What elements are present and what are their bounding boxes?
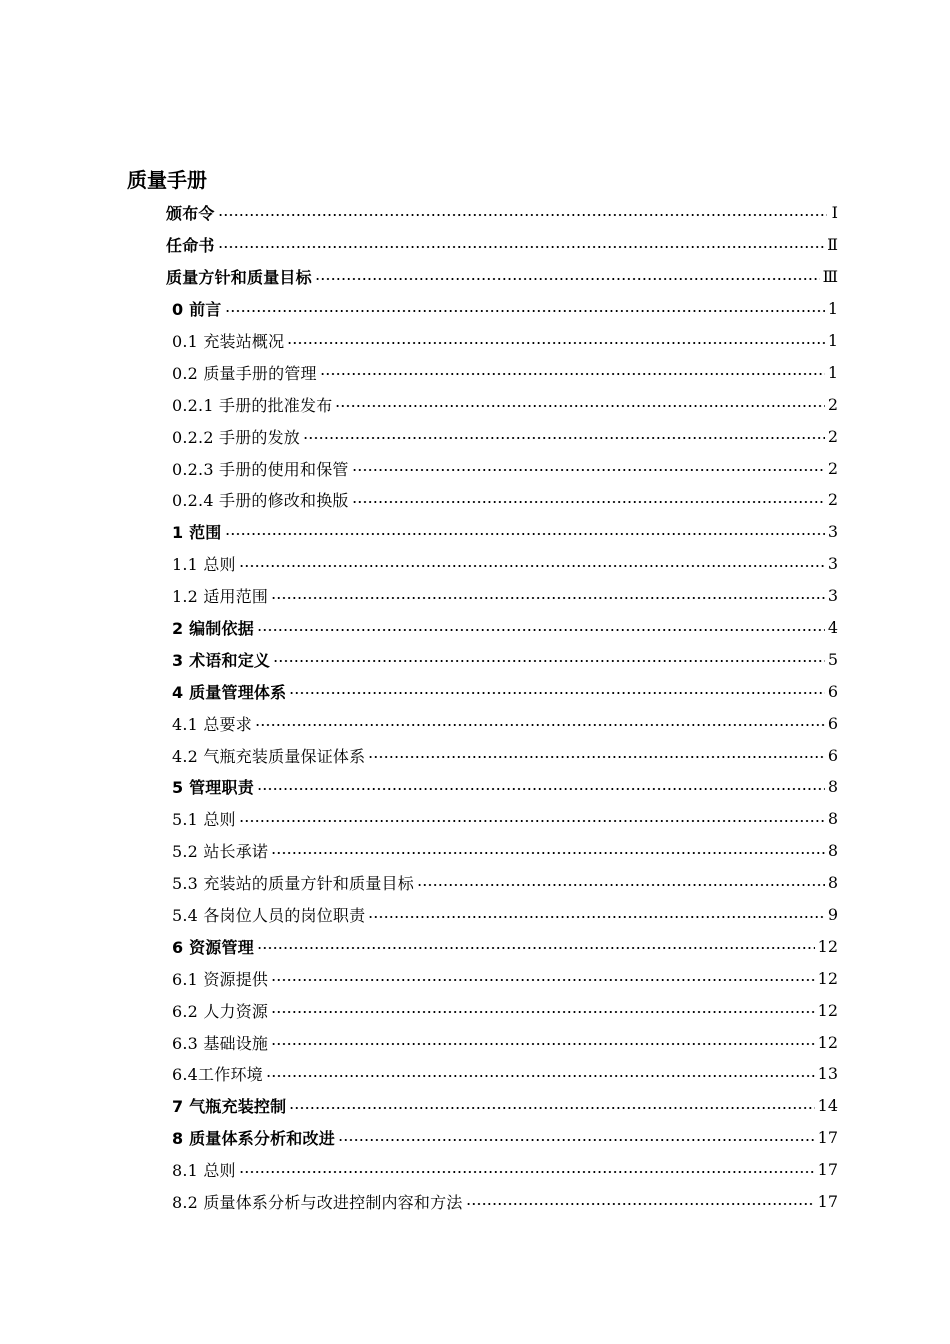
- toc-entry[interactable]: [0, 835, 838, 867]
- toc-entry[interactable]: [0, 1122, 838, 1154]
- toc-entry-page-number: 8: [827, 809, 838, 829]
- toc-entry-label: 6.1 资源提供: [172, 969, 269, 989]
- toc-entry-page-number: 3: [827, 522, 838, 542]
- toc-entry[interactable]: [0, 1090, 838, 1122]
- toc-entry[interactable]: [0, 1186, 838, 1218]
- toc-dot-leader: [368, 756, 824, 758]
- toc-dot-leader: [257, 629, 825, 631]
- toc-entry-label: 1.2 适用范围: [172, 587, 269, 607]
- toc-dot-leader: [273, 660, 825, 662]
- toc-entry[interactable]: [0, 962, 838, 994]
- toc-dot-leader: [352, 469, 825, 471]
- toc-entry-page-number: 1: [827, 331, 838, 350]
- toc-entry-label: 0.2.1 手册的批准发布: [172, 395, 333, 415]
- toc-entry-label: 4 质量管理体系: [172, 682, 287, 702]
- toc-dot-leader: [271, 852, 825, 854]
- toc-entry-label: 0 前言: [172, 300, 222, 320]
- table-of-contents: [0, 197, 950, 1218]
- toc-entry-label: 7 气瓶充装控制: [172, 1097, 287, 1117]
- toc-entry-page-number: 2: [827, 490, 838, 510]
- toc-entry-label: 5.3 充装站的质量方针和质量目标: [172, 874, 414, 894]
- toc-dot-leader: [218, 214, 827, 216]
- toc-dot-leader: [271, 597, 825, 599]
- toc-entry-label: 4.1 总要求: [172, 714, 252, 734]
- toc-entry-page-number: 12: [817, 1032, 838, 1052]
- toc-entry-label: 任命书: [166, 236, 215, 256]
- toc-entry[interactable]: [0, 803, 838, 835]
- toc-dot-leader: [303, 437, 825, 439]
- toc-dot-leader: [257, 788, 825, 790]
- toc-dot-leader: [271, 979, 815, 981]
- toc-dot-leader: [257, 947, 815, 949]
- toc-entry-page-number: 5: [827, 649, 838, 669]
- toc-entry-label: 6.4工作环境: [172, 1065, 263, 1085]
- toc-entry[interactable]: [0, 452, 838, 484]
- toc-dot-leader: [239, 565, 825, 567]
- toc-entry[interactable]: [0, 229, 838, 261]
- toc-entry-page-number: 12: [817, 936, 838, 956]
- toc-entry-page-number: 17: [817, 1192, 838, 1212]
- toc-dot-leader: [368, 916, 824, 918]
- toc-entry-page-number: 17: [817, 1128, 838, 1148]
- toc-entry-label: 5 管理职责: [172, 778, 254, 798]
- toc-entry[interactable]: [0, 1026, 838, 1058]
- toc-dot-leader: [417, 884, 825, 886]
- toc-entry-page-number: 2: [827, 394, 838, 414]
- toc-entry-label: 5.4 各岗位人员的岗位职责: [172, 906, 366, 926]
- toc-entry[interactable]: [0, 197, 838, 229]
- toc-entry-label: 2 编制依据: [172, 619, 254, 639]
- toc-entry-label: 质量方针和质量目标: [166, 268, 312, 288]
- toc-entry-page-number: 3: [827, 554, 838, 574]
- toc-dot-leader: [338, 1139, 815, 1141]
- toc-entry-page-number: 12: [817, 1000, 838, 1020]
- toc-entry-page-number: Ⅲ: [822, 267, 838, 287]
- toc-entry[interactable]: [0, 739, 838, 771]
- toc-dot-leader: [266, 1075, 815, 1077]
- toc-entry[interactable]: [0, 643, 838, 675]
- toc-entry-page-number: 3: [827, 586, 838, 606]
- toc-entry[interactable]: [0, 1154, 838, 1186]
- toc-dot-leader: [239, 1171, 815, 1173]
- toc-entry-page-number: 12: [817, 968, 838, 988]
- toc-entry-page-number: 6: [827, 745, 838, 765]
- toc-dot-leader: [315, 278, 820, 280]
- toc-entry-label: 1 范围: [172, 523, 222, 543]
- toc-entry[interactable]: [0, 261, 838, 293]
- toc-entry-page-number: 8: [827, 873, 838, 893]
- toc-entry-label: 颁布令: [166, 204, 215, 224]
- toc-entry[interactable]: [0, 548, 838, 580]
- toc-dot-leader: [466, 1203, 815, 1205]
- toc-entry-label: 0.2.3 手册的使用和保管: [172, 459, 349, 479]
- toc-entry[interactable]: [0, 325, 838, 357]
- toc-entry-page-number: 2: [827, 458, 838, 478]
- toc-entry[interactable]: [0, 930, 838, 962]
- toc-entry-label: 5.1 总则: [172, 810, 236, 830]
- toc-entry-page-number: 14: [817, 1096, 838, 1116]
- toc-entry[interactable]: [0, 771, 838, 803]
- toc-dot-leader: [289, 692, 825, 694]
- toc-entry[interactable]: [0, 356, 838, 388]
- toc-dot-leader: [289, 1107, 814, 1109]
- toc-entry-page-number: Ⅰ: [831, 203, 838, 223]
- toc-entry-label: 4.2 气瓶充装质量保证体系: [172, 746, 366, 766]
- toc-entry-page-number: 1: [827, 299, 838, 319]
- toc-entry[interactable]: [0, 516, 838, 548]
- toc-dot-leader: [271, 1011, 815, 1013]
- toc-entry-label: 0.2.2 手册的发放: [172, 427, 300, 447]
- toc-entry-label: 8.1 总则: [172, 1161, 236, 1181]
- toc-entry-page-number: 1: [827, 362, 838, 382]
- toc-entry-label: 3 术语和定义: [172, 650, 271, 670]
- toc-entry-label: 1.1 总则: [172, 555, 236, 575]
- toc-entry[interactable]: [0, 484, 838, 516]
- toc-entry[interactable]: [0, 867, 838, 899]
- toc-entry-label: 6 资源管理: [172, 937, 254, 957]
- toc-entry-label: 0.1 充装站概况: [172, 332, 285, 351]
- toc-entry-page-number: 13: [817, 1064, 838, 1084]
- toc-entry-page-number: 6: [827, 681, 838, 701]
- toc-entry-page-number: 8: [827, 841, 838, 861]
- toc-entry[interactable]: [0, 675, 838, 707]
- toc-dot-leader: [239, 820, 825, 822]
- toc-entry-label: 6.3 基础设施: [172, 1033, 269, 1053]
- toc-entry[interactable]: [0, 1058, 838, 1090]
- toc-entry-page-number: 9: [827, 905, 838, 925]
- toc-dot-leader: [225, 310, 825, 312]
- toc-dot-leader: [255, 724, 825, 726]
- toc-entry-page-number: 8: [827, 777, 838, 797]
- toc-entry[interactable]: [0, 293, 838, 325]
- toc-entry-label: 6.2 人力资源: [172, 1001, 269, 1021]
- toc-entry-page-number: 17: [817, 1160, 838, 1180]
- toc-entry[interactable]: [0, 994, 838, 1026]
- page-title: 质量手册: [127, 168, 207, 192]
- toc-entry-label: 0.2.4 手册的修改和换版: [172, 491, 349, 511]
- toc-entry-label: 8.2 质量体系分析与改进控制内容和方法: [172, 1193, 463, 1213]
- toc-entry-label: 5.2 站长承诺: [172, 842, 269, 862]
- toc-entry-page-number: Ⅱ: [827, 235, 838, 255]
- toc-dot-leader: [225, 533, 825, 535]
- toc-dot-leader: [335, 405, 824, 407]
- toc-entry-label: 0.2 质量手册的管理: [172, 363, 317, 383]
- toc-dot-leader: [218, 246, 825, 248]
- toc-entry-label: 8 质量体系分析和改进: [172, 1129, 335, 1149]
- toc-dot-leader: [287, 342, 824, 344]
- toc-entry[interactable]: [0, 580, 838, 612]
- toc-dot-leader: [271, 1043, 815, 1045]
- toc-entry-page-number: 6: [827, 713, 838, 733]
- toc-dot-leader: [352, 501, 825, 503]
- toc-entry-page-number: 2: [827, 426, 838, 446]
- toc-entry[interactable]: [0, 612, 838, 644]
- toc-entry-page-number: 4: [827, 618, 838, 638]
- toc-entry[interactable]: [0, 388, 838, 420]
- toc-entry[interactable]: [0, 707, 838, 739]
- toc-entry[interactable]: [0, 420, 838, 452]
- toc-dot-leader: [320, 373, 825, 375]
- toc-entry[interactable]: [0, 899, 838, 931]
